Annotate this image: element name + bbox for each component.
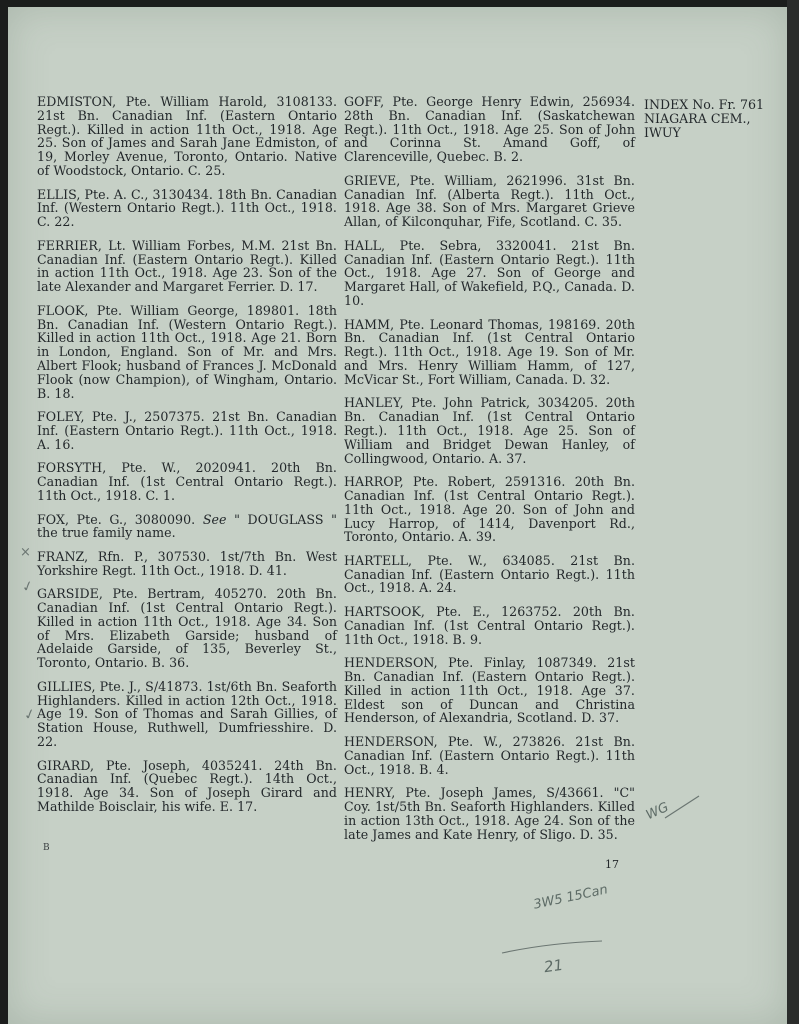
- handwritten-underline: [498, 937, 608, 957]
- register-entry: [344, 95, 635, 164]
- entry-text: Pte. Leonard Thomas, 198169. 20th Bn. Canadian Inf. (1st Central Ontario Regt.). 11th Oct., 1918. Age 19. Son of Mr. and Mrs. Henry William Hamm, of 127, McVicar St., Fort William, Canada. D. 32.: [344, 316, 635, 387]
- entry-text: Pte. J., 2507375. 21st Bn. Canadian Inf. (Eastern Ontario Regt.). 11th Oct., 1918. A. 16.: [37, 409, 337, 452]
- entry-surname: FOX,: [37, 511, 70, 527]
- register-entry: [344, 396, 635, 465]
- entry-surname: ELLIS,: [37, 186, 81, 202]
- entry-surname: HENDERSON,: [344, 655, 438, 671]
- entry-surname: GIRARD,: [37, 757, 95, 773]
- entry-text: Pte. E., 1263752. 20th Bn. Canadian Inf. (1st Central Ontario Regt.). 11th Oct., 1918. B. 9.: [344, 604, 635, 647]
- entry-surname: HAMM,: [344, 316, 395, 332]
- entry-text: Pte. William Harold, 3108133. 21st Bn. Canadian Inf. (Eastern Ontario Regt.). Killed in action 11th Oct., 1918. Age 25. Son of James and Sarah Jane Edmiston, of 19, Morley Avenue, Toronto, Ontario. Native of Woodstock, Ontario. C. 25.: [37, 94, 337, 178]
- cemetery-name: NIAGARA CEM.,: [644, 111, 751, 126]
- entry-surname: GARSIDE,: [37, 586, 103, 602]
- entry-text: Pte. Sebra, 3320041. 21st Bn. Canadian Inf. (Eastern Ontario Regt.). 11th Oct., 1918. Age 27. Son of George and Margaret Hall, of Wakefield, P.Q., Canada. D. 10.: [344, 237, 635, 308]
- entry-surname: HALL,: [344, 237, 386, 253]
- register-entry: [37, 680, 337, 749]
- entry-text: Rfn. P., 307530. 1st/7th Bn. West Yorkshire Regt. 11th Oct., 1918. D. 41.: [37, 548, 337, 578]
- handwritten-note-margin: WG: [643, 799, 672, 824]
- register-entry: [37, 410, 337, 451]
- entry-see-reference: See: [202, 511, 227, 527]
- register-entry: [344, 735, 635, 776]
- register-entry: [37, 188, 337, 229]
- entry-text: Pte. Joseph, 4035241. 24th Bn. Canadian Inf. (Quebec Regt.). 14th Oct., 1918. Age 34. Son of Joseph Girard and Mathilde Boisclair, his wife. E. 17.: [37, 757, 337, 815]
- entry-text: Pte. G., 3080090.: [76, 511, 196, 527]
- entry-text: Pte. Robert, 2591316. 20th Bn. Canadian Inf. (1st Central Ontario Regt.). 11th Oct., 1918. Age 20. Son of John and Lucy Harrop, of 1414, Davenport Rd., Toronto, Ontario. A. 39.: [344, 474, 635, 545]
- scan-edge: [787, 0, 799, 1024]
- register-entry: [37, 513, 337, 541]
- entry-surname: FERRIER,: [37, 237, 102, 253]
- entry-surname: HANLEY,: [344, 395, 404, 411]
- margin-check-mark: ✓: [22, 705, 38, 725]
- entry-surname: GILLIES,: [37, 678, 96, 694]
- middle-column: [344, 95, 635, 851]
- margin-cross-mark: ×: [20, 545, 31, 560]
- register-entry: [344, 786, 635, 841]
- entry-text: Pte. William, 2621996. 31st Bn. Canadian Inf. (Alberta Regt.). 11th Oct., 1918. Age 38. Son of Mrs. Margaret Grieve Allan, of Kilconquhar, Fife, Scotland. C. 35.: [344, 172, 635, 230]
- register-entry: [37, 461, 337, 502]
- cemetery-index-header: [644, 98, 784, 140]
- entry-surname: FORSYTH,: [37, 460, 107, 476]
- register-entry: [344, 318, 635, 387]
- entry-text: Pte. John Patrick, 3034205. 20th Bn. Canadian Inf. (1st Central Ontario Regt.). 11th Oct., 1918. Age 25. Son of William and Bridget Dewan Hanley, of Collingwood, Ontario. A. 37.: [344, 395, 635, 466]
- entry-surname: FLOOK,: [37, 302, 89, 318]
- entry-surname: GOFF,: [344, 94, 385, 109]
- entry-surname: HARTSOOK,: [344, 604, 425, 620]
- entry-text: Lt. William Forbes, M.M. 21st Bn. Canadian Inf. (Eastern Ontario Regt.). Killed in action 11th Oct., 1918. Age 23. Son of the late Alexander and Margaret Ferrier. D. 17.: [37, 237, 337, 295]
- index-number: INDEX No. Fr. 761: [644, 97, 765, 112]
- entry-text: Pte. George Henry Edwin, 256934. 28th Bn. Canadian Inf. (Saskatchewan Regt.). 11th Oct., 1918. Age 25. Son of John and Corinna St. Amand Goff, of Clarenceville, Quebec. B. 2.: [344, 94, 636, 165]
- page-number: 17: [605, 858, 619, 871]
- entry-surname: FOLEY,: [37, 409, 85, 425]
- left-column: [37, 95, 337, 824]
- margin-check-mark: ✓: [20, 577, 36, 597]
- register-entry: [37, 239, 337, 294]
- entry-text-tail: " DOUGLASS " the true family name.: [37, 511, 337, 541]
- entry-text: Pte. W., 273826. 21st Bn. Canadian Inf. (Eastern Ontario Regt.). 11th Oct., 1918. B. 4.: [344, 734, 636, 777]
- entry-text: Pte. Joseph James, S/43661. "C" Coy. 1st/5th Bn. Seaforth Highlanders. Killed in action 13th Oct., 1918. Age 24. Son of the late James and Kate Henry, of Sligo. D. 35.: [344, 785, 635, 842]
- register-entry: [344, 605, 635, 646]
- register-entry: [344, 554, 635, 595]
- entry-surname: HENDERSON,: [344, 734, 438, 750]
- handwritten-stroke: [663, 792, 703, 822]
- register-entry: [37, 759, 337, 814]
- entry-text: Pte. W., 634085. 21st Bn. Canadian Inf. (Eastern Ontario Regt.). 11th Oct., 1918. A. 24.: [344, 552, 635, 596]
- entry-surname: EDMISTON,: [37, 94, 117, 109]
- signature-mark: B: [43, 843, 50, 853]
- register-entry: [344, 475, 635, 544]
- entry-text: Pte. Finlay, 1087349. 21st Bn. Canadian Inf. (Eastern Ontario Regt.). Killed in action 11th Oct., 1918. Age 37. Eldest son of Duncan and Christina Henderson, of Alexandria, Scotland. D. 37.: [344, 655, 635, 726]
- register-entry: [344, 239, 635, 308]
- register-entry: [37, 587, 337, 670]
- entry-text: Pte. W., 2020941. 20th Bn. Canadian Inf. (1st Central Ontario Regt.). 11th Oct., 1918. C. 1.: [37, 460, 337, 503]
- entry-text: Pte. William George, 189801. 18th Bn. Canadian Inf. (Western Ontario Regt.). Killed in action 11th Oct., 1918. Age 21. Born in London, England. Son of Mr. and Mrs. Albert Flook; husband of Frances J. McDonald Flook (now Champion), of Wingham, Ontario. B. 18.: [37, 302, 337, 401]
- entry-surname: HARTELL,: [344, 552, 413, 568]
- entry-text: Pte. Bertram, 405270. 20th Bn. Canadian Inf. (1st Central Ontario Regt.). Killed in action 11th Oct., 1918. Age 34. Son of Mrs. Elizabeth Garside; husband of Adelaide Garside, of 135, Beverley St., Toronto, Ontario. B. 36.: [37, 586, 337, 671]
- document-page: [8, 7, 788, 1024]
- register-entry: [344, 174, 635, 229]
- handwritten-note-bottom: 3W5 15Can: [532, 882, 610, 913]
- handwritten-number: 21: [542, 955, 565, 977]
- entry-surname: HENRY,: [344, 785, 396, 801]
- register-entry: [37, 95, 337, 178]
- cemetery-location: IWUY: [644, 125, 681, 140]
- entry-surname: GRIEVE,: [344, 172, 401, 188]
- entry-surname: FRANZ,: [37, 548, 89, 564]
- entry-text: Pte. J., S/41873. 1st/6th Bn. Seaforth Highlanders. Killed in action 12th Oct., 1918. Age 19. Son of Thomas and Sarah Gillies, of Station House, Ruthwell, Dumfriesshire. D. 22.: [37, 678, 337, 750]
- register-entry: [344, 656, 635, 725]
- entry-surname: HARROP,: [344, 474, 404, 490]
- register-entry: [37, 304, 337, 401]
- entry-text: Pte. A. C., 3130434. 18th Bn. Canadian Inf. (Western Ontario Regt.). 11th Oct., 1918. C. 22.: [37, 186, 337, 230]
- register-entry: [37, 550, 337, 578]
